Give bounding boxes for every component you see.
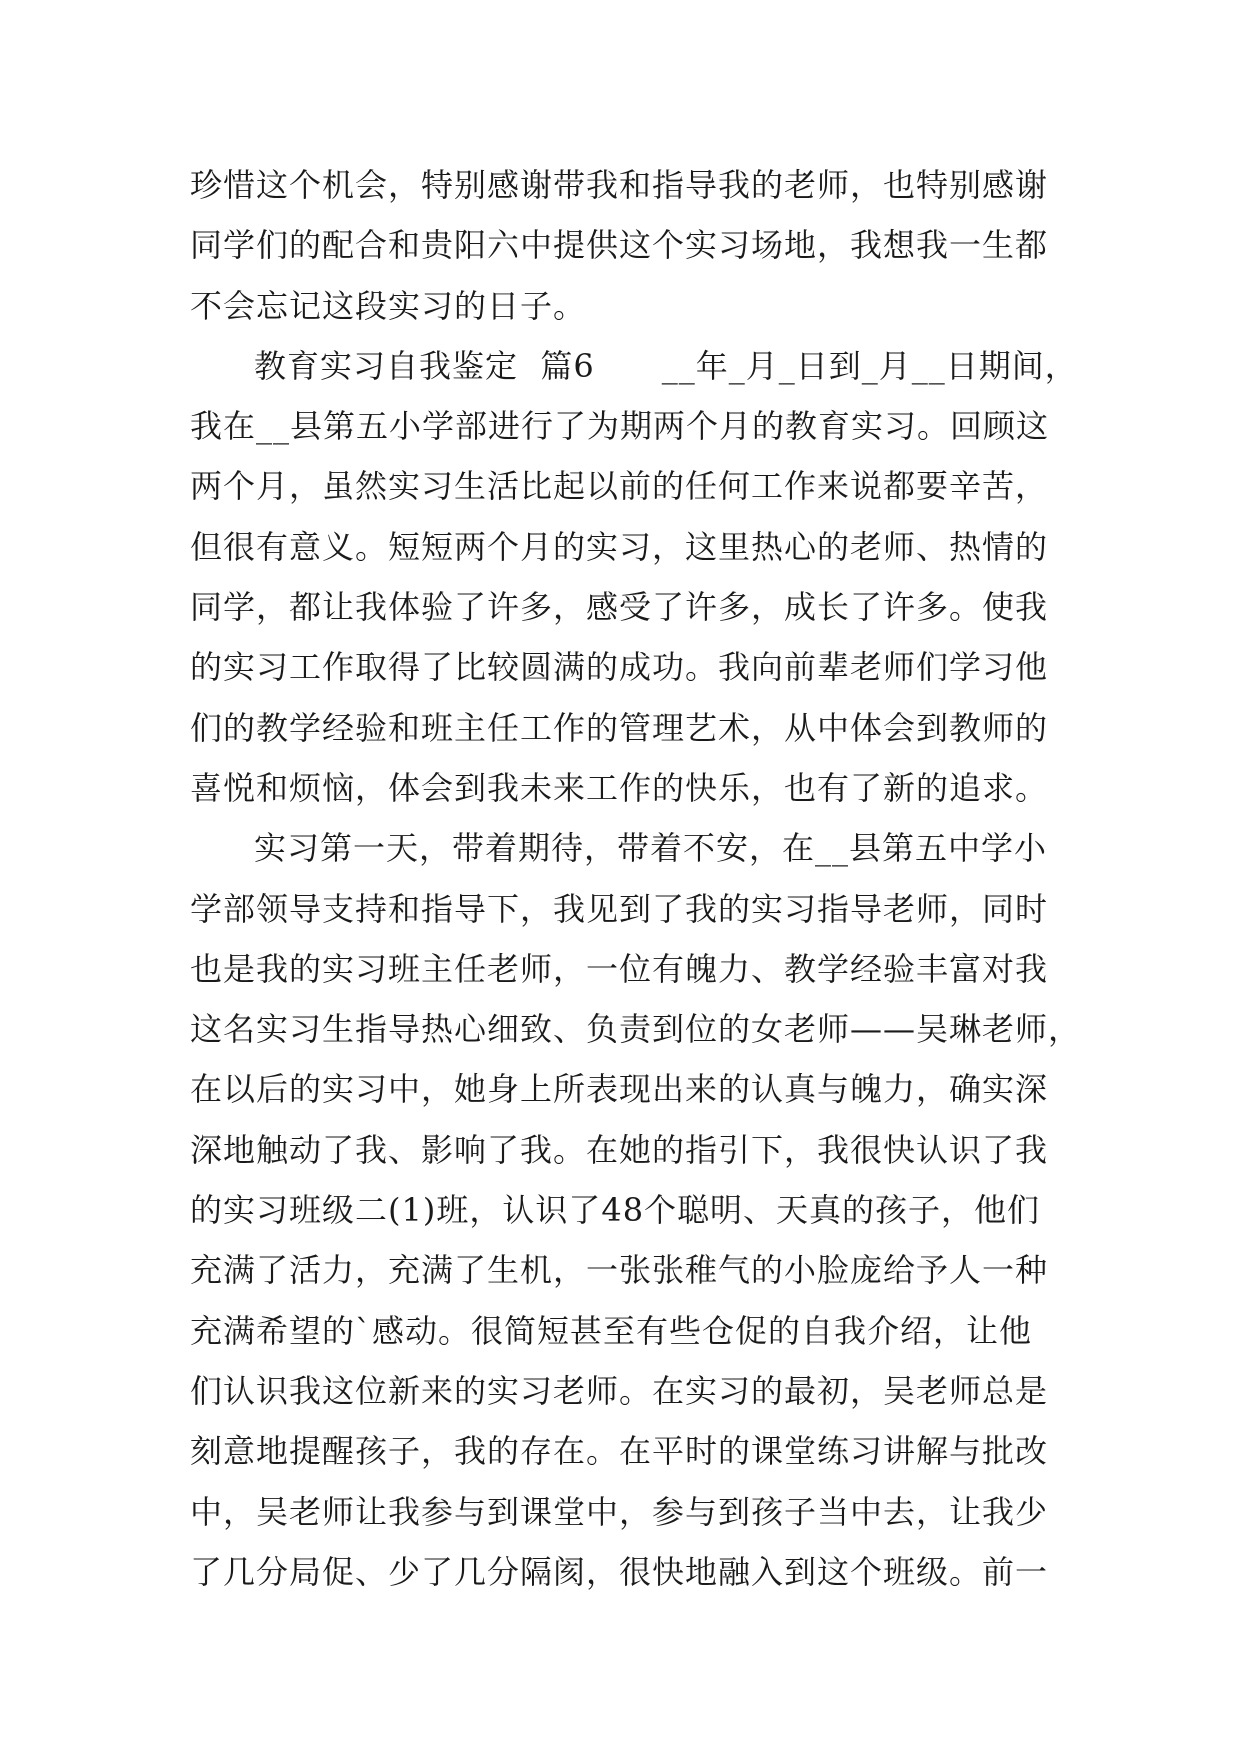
text-line: 两个月，虽然实习生活比起以前的任何工作来说都要辛苦， [190, 467, 1049, 506]
text-line: 充满希望的`感动。很简短甚至有些仓促的自我介绍，让他 [190, 1311, 1033, 1350]
text-line: 中，吴老师让我参与到课堂中，参与到孩子当中去，让我少 [190, 1492, 1049, 1531]
paragraph-start-line: 实习第一天，带着期待，带着不安，在__县第五中学小 [254, 829, 1048, 868]
text-line: 喜悦和烦恼，体会到我未来工作的快乐，也有了新的追求。 [190, 768, 1049, 807]
text-line: 充满了活力，充满了生机，一张张稚气的小脸庞给予人一种 [190, 1251, 1049, 1290]
text-line: 了几分局促、少了几分隔阂，很快地融入到这个班级。前一 [190, 1552, 1049, 1591]
text-line: 们认识我这位新来的实习老师。在实习的最初，吴老师总是 [190, 1371, 1049, 1410]
text-line: 学部领导支持和指导下，我见到了我的实习指导老师，同时 [190, 889, 1049, 928]
text-line: 同学们的配合和贵阳六中提供这个实习场地，我想我一生都 [190, 226, 1049, 265]
text-line: 但很有意义。短短两个月的实习，这里热心的老师、热情的 [190, 527, 1049, 566]
text-line: 我在__县第五小学部进行了为期两个月的教育实习。回顾这 [190, 407, 1050, 446]
text-line: 这名实习生指导热心细致、负责到位的女老师——吴琳老师， [190, 1010, 1082, 1049]
text-line: 深地触动了我、影响了我。在她的指引下，我很快认识了我 [190, 1130, 1049, 1169]
text-line: 珍惜这个机会，特别感谢带我和指导我的老师，也特别感谢 [190, 166, 1049, 204]
text-line: 刻意地提醒孩子，我的存在。在平时的课堂练习讲解与批改 [190, 1432, 1049, 1471]
section-heading-line: 教育实习自我鉴定 篇6 __年_月_日到_月__日期间， [254, 346, 1078, 385]
text-line: 不会忘记这段实习的日子。 [190, 286, 587, 325]
text-line: 在以后的实习中，她身上所表现出来的认真与魄力，确实深 [190, 1070, 1049, 1109]
document-body [190, 155, 1082, 1602]
text-line: 们的教学经验和班主任工作的管理艺术，从中体会到教师的 [190, 708, 1049, 747]
text-line: 也是我的实习班主任老师，一位有魄力、教学经验丰富对我 [190, 949, 1049, 988]
text-line: 的实习班级二(1)班，认识了48个聪明、天真的孩子，他们 [190, 1191, 1041, 1230]
text-line: 同学，都让我体验了许多，感受了许多，成长了许多。使我 [190, 588, 1049, 627]
text-line: 的实习工作取得了比较圆满的成功。我向前辈老师们学习他 [190, 648, 1049, 687]
